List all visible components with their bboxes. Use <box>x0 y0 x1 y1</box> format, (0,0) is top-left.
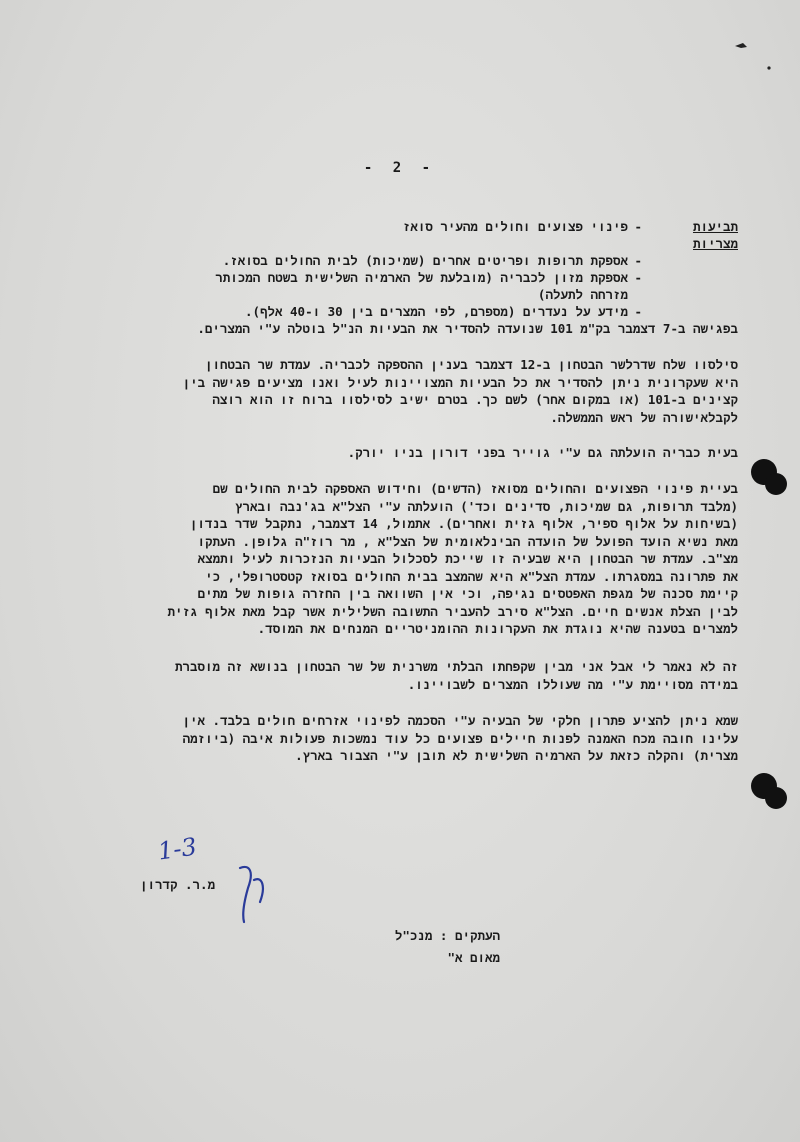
copies-line: מאום א" <box>447 950 500 965</box>
paper-speck <box>733 40 783 84</box>
copies-line: העתקים : מנכ"ל <box>394 928 500 943</box>
topic-item: אספקת תרופות ופריטים אחרים (שמיכות) לבית החולים בסואז. <box>222 253 628 268</box>
topic-row <box>178 218 738 252</box>
paragraph-note: זה לא נאמר לי אבל אני מבין שקפחתו הבלתי משרנית של שר הבטחון בנושא זה מוסברת במידה מסויימת ע"י מה שעוללו המצרים לשבויינו. <box>175 659 738 692</box>
topics-list <box>178 218 738 320</box>
page-number: - 2 - <box>363 160 437 176</box>
dash: - <box>634 253 642 268</box>
dash: - <box>634 270 642 285</box>
paragraph-proposal: שמא ניתן להציע פתרון חלקי של הבעיה ע"י הסכמה לפינוי אזרחים חולים בלבד. אין עלינו חובה מכח האמנה לפנות חיילים פצועים כל עוד נמשכות פעולות איבה (ביוזמה מצרית) והקלה כזאת על הארמיה השלישית לא תובן ע"י הצבור בארץ. <box>182 713 738 763</box>
handwritten-date: 1-3 <box>156 832 199 866</box>
paragraph-evacuation: בעיית פינוי הפצועים והחולים מסואז (הדשים) וחידוש האספקה לבית החולים שם (מלבד תרופות, גם שמיכות, סדינים וכד') הועלתה ע"י הצל"א בג'נבה ובארץ (בשיחות על אלוף ספיר, אלוף גזית ואחרים). אתמול, 14 דצמבר, נתקבל שדר בנדון מאת נשיא הועד הפועל של הועדה הבינלאומית של הצל"א , מר רוז"ה גלופן. העתקו מצ"ב. עמדת שר הבטחון היא שבעיה זו שייכת לסכלול הבעיות הנזכרות לעיל ותמצא את פתרונה במסגרתו. עמדת הצל"א היא שהמצב בבית החולים בסואז קטסטרופלי, כי קיימת סכנה של מגפת האפטסים נגיפה, וכי אין השוואה בין החזרה גופות של מתים לבין הצלת אנשים חיים. הצל"א סירב להעביר התשובה השלילית אשר קבל מאת אלוף גזית למצרים בטענה שהיא נוגדת את העקרונות ההומניטריים המנחים את המוסד. <box>167 481 738 636</box>
punch-hole <box>748 770 792 818</box>
topic-row <box>178 252 738 269</box>
paragraph-meeting: בפגישה ב-7 דצמבר בק"מ 101 שנועדה להסדיר את הבעיות הנ"ל בוטלה ע"י המצרים. <box>197 321 738 336</box>
topic-item: אספקת מזון לכבריה (מובלעת של הארמיה השלישית בשטח המכותר מזרחה לתעלה) <box>215 270 628 302</box>
topic-item: פינוי פצועים וחולים מהעיר סואז <box>402 219 628 234</box>
topics-heading: תביעות מצריות <box>692 219 738 251</box>
dash: - <box>634 304 642 319</box>
topic-row <box>178 303 738 320</box>
topic-row <box>178 269 738 303</box>
paragraph-sisco: סילסוו שלח שדרלשר הבטחון ב-12 דצמבר בענין ההספקה לכבריה. עמדת שר הבטחון היא שעקרונית ניתן להסדיר את כל הבעיות המצויינות לעיל ואנו מציעים פגישה בין קציני‍ם ב-101 (או במקום אחר) לשם כך. בטרם ישיב לסילסוו ברוח זו הוא רוצה לקבלאישורה של ראש הממשלה. <box>182 357 738 425</box>
dash: - <box>634 219 642 234</box>
punch-hole <box>748 456 792 504</box>
signature-mark <box>232 858 272 932</box>
paragraph-kabria: בעית כבריה הועלתה גם ע"י גוייר בפני דורון בניו יורק. <box>347 445 738 460</box>
topic-item: מידע על נעדרים (מספרם, לפי המצרים בין 30 ו-40 אלף). <box>244 304 628 319</box>
signer-name: מ.ר. קדרון <box>140 877 216 892</box>
copies-list <box>395 925 500 969</box>
